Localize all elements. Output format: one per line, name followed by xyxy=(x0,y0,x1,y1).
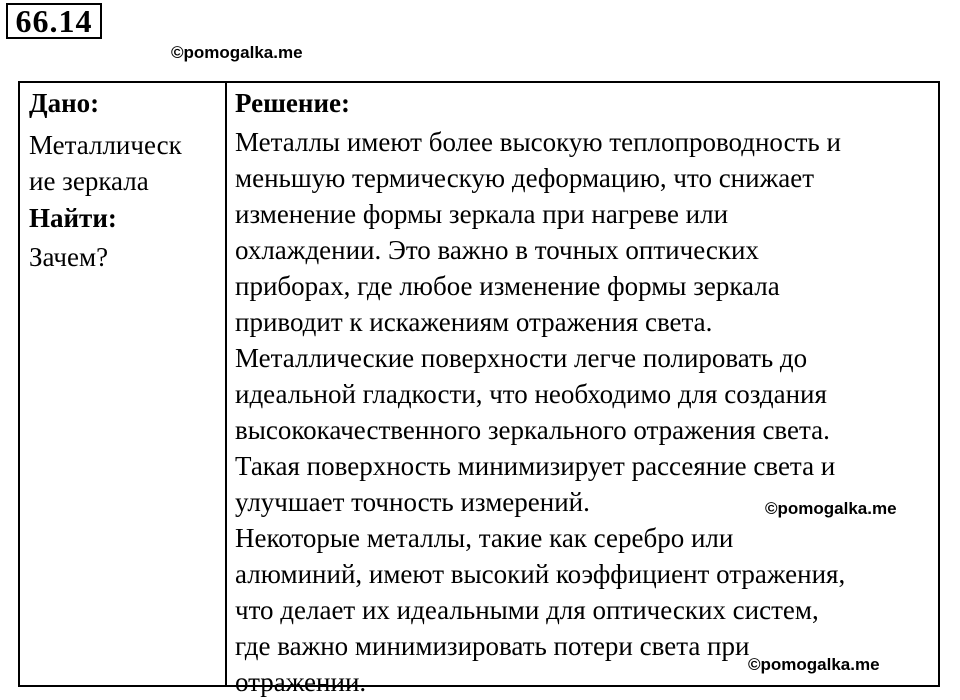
watermark-top: ©pomogalka.me xyxy=(171,43,303,62)
solution-line: изменение формы зеркала при нагреве или xyxy=(235,199,729,229)
solution-line: Металлы имеют более высокую теплопроводность и xyxy=(235,127,841,157)
solution-line: что делает их идеальными для оптических систем, xyxy=(235,595,819,625)
solution-table xyxy=(18,81,940,697)
solution-line: алюминий, имеют высокий коэффициент отражения, xyxy=(235,559,846,589)
solution-column xyxy=(235,83,935,700)
solution-line: охлаждении. Это важно в точных оптических xyxy=(235,235,759,265)
task-number: 66.14 xyxy=(6,3,102,39)
watermark-bottom: ©pomogalka.me xyxy=(748,655,880,674)
solution-line: отражении. xyxy=(235,667,367,697)
column-divider xyxy=(225,83,227,685)
solution-line: приводит к искажениям отражения света. xyxy=(235,307,713,337)
solution-line: высококачественного зеркального отражения света. xyxy=(235,415,830,445)
find-heading: Найти: xyxy=(29,203,117,233)
solution-line: Такая поверхность минимизирует рассеяние света и xyxy=(235,451,836,481)
given-value-line: ие зеркала xyxy=(29,166,149,196)
solution-line: приборах, где любое изменение формы зеркала xyxy=(235,271,780,301)
solution-line: Металлические поверхности легче полировать до xyxy=(235,343,808,373)
solution-line: где важно минимизировать потери света при xyxy=(235,631,750,661)
find-value: Зачем? xyxy=(29,242,109,272)
solution-line: Некоторые металлы, такие как серебро или xyxy=(235,523,734,553)
given-value-line: Металлическ xyxy=(29,130,182,160)
given-column xyxy=(29,83,221,275)
watermark-middle: ©pomogalka.me xyxy=(765,499,897,518)
solution-line: меньшую термическую деформацию, что снижает xyxy=(235,163,814,193)
solution-heading: Решение: xyxy=(235,88,350,118)
given-heading: Дано: xyxy=(29,88,100,118)
solution-line: идеальной гладкости, что необходимо для создания xyxy=(235,379,827,409)
solution-line: улучшает точность измерений. xyxy=(235,487,590,517)
solution-text xyxy=(235,124,935,700)
